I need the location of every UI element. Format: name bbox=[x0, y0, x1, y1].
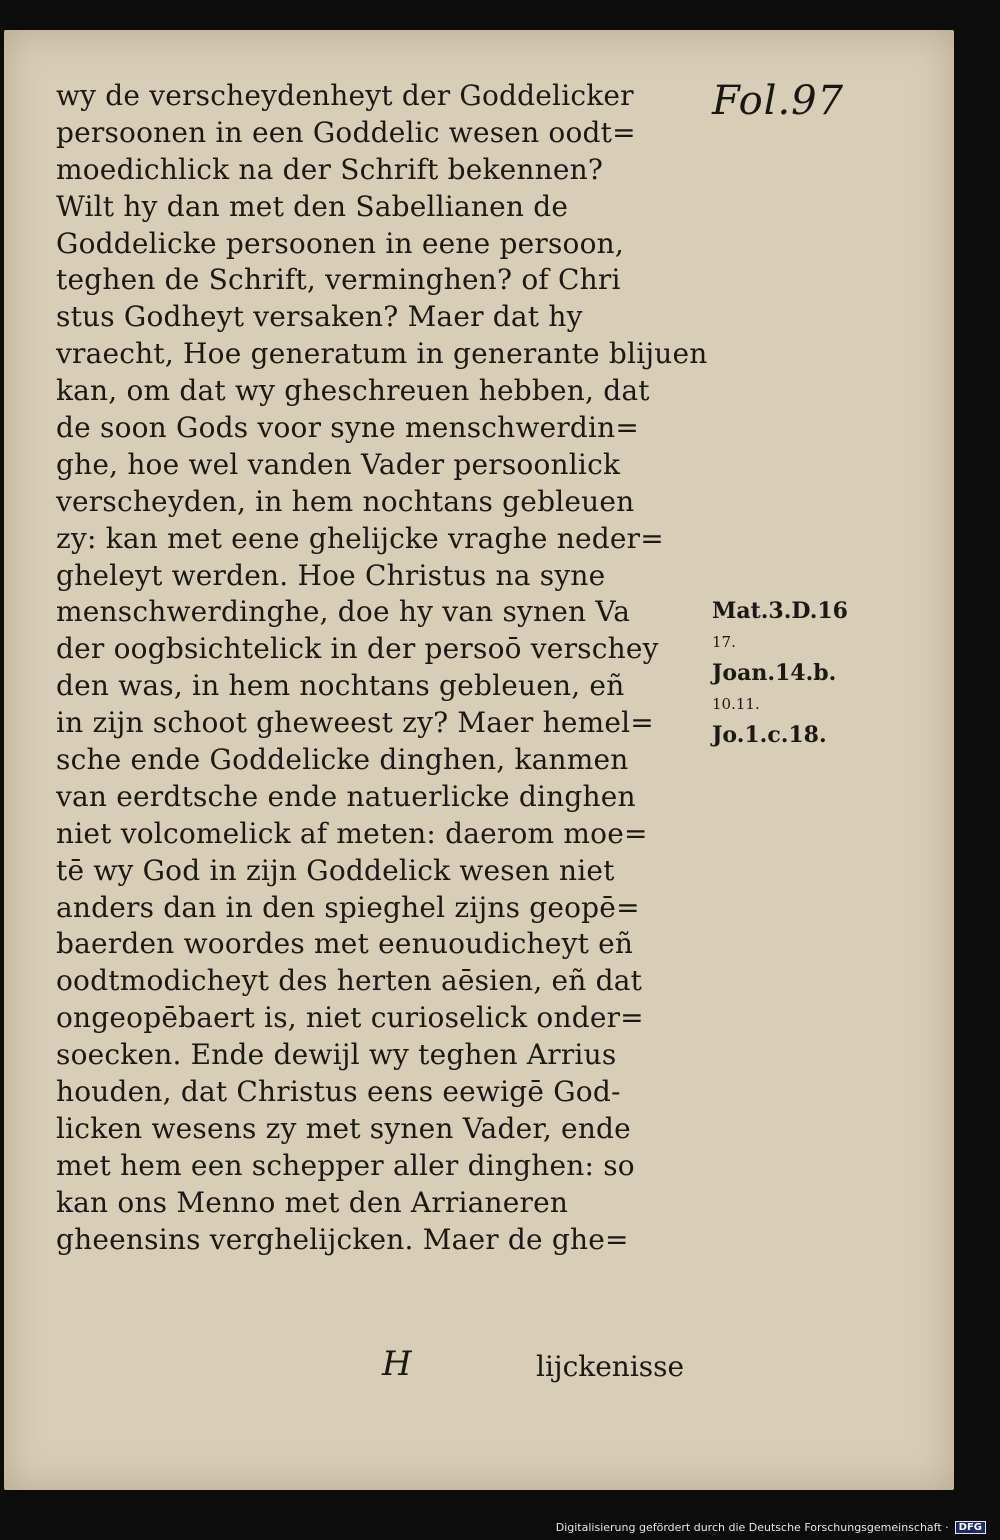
text-line: niet volcomelick af meten: daerom moe= bbox=[56, 816, 648, 850]
text-line: sche ende Goddelicke dinghen, kanmen bbox=[56, 743, 629, 777]
text-line: ghe, hoe wel vanden Vader persoonlick bbox=[56, 447, 621, 481]
folio-number: Fol.97 bbox=[712, 78, 845, 124]
margin-note: 17. bbox=[712, 633, 736, 651]
text-line: den was, in hem nochtans gebleuen, eñ bbox=[56, 669, 625, 703]
text-line: Wilt hy dan met den Sabellianen de bbox=[56, 189, 569, 223]
text-line: vraecht, Hoe generatum in generante blijuen bbox=[56, 337, 708, 371]
text-line: anders dan in den spieghel zijns geopē= bbox=[56, 890, 640, 924]
text-line: tē wy God in zijn Goddelick wesen niet bbox=[56, 853, 615, 887]
text-line: in zijn schoot gheweest zy? Maer hemel= bbox=[56, 706, 654, 740]
text-line: zy: kan met eene ghelijcke vraghe neder= bbox=[56, 521, 664, 555]
text-line: met hem een schepper aller dinghen: so bbox=[56, 1148, 635, 1182]
margin-note: Mat.3.D.16 bbox=[712, 598, 848, 624]
text-line: menschwerdinghe, doe hy van synen Va bbox=[56, 595, 631, 629]
margin-note: Jo.1.c.18. bbox=[712, 722, 827, 748]
text-line: moedichlick na der Schrift bekennen? bbox=[56, 152, 604, 186]
dfg-logo: DFG bbox=[955, 1521, 986, 1534]
text-line: gheleyt werden. Hoe Christus na syne bbox=[56, 558, 606, 592]
footer-credit bbox=[556, 1521, 986, 1534]
signature-mark: H bbox=[382, 1344, 412, 1384]
text-line: der oogbsichtelick in der persoō verschey bbox=[56, 632, 659, 666]
text-line: licken wesens zy met synen Vader, ende bbox=[56, 1111, 631, 1145]
footer-text: Digitalisierung gefördert durch die Deutsche Forschungsgemeinschaft · bbox=[555, 1521, 949, 1534]
margin-note: 10.11. bbox=[712, 695, 760, 713]
text-line: baerden woordes met eenuoudicheyt eñ bbox=[56, 927, 634, 961]
text-line: gheensins verghelijcken. Maer de ghe= bbox=[56, 1222, 629, 1256]
text-line: teghen de Schrift, verminghen? of Chri bbox=[56, 263, 621, 297]
text-line: Goddelicke persoonen in eene persoon, bbox=[56, 226, 625, 260]
text-line: ongeopēbaert is, niet curioselick onder= bbox=[56, 1001, 644, 1035]
catchword: lijckenisse bbox=[536, 1350, 685, 1383]
margin-notes bbox=[712, 596, 848, 751]
margin-note: Joan.14.b. bbox=[712, 660, 837, 686]
text-line: oodtmodicheyt des herten aēsien, eñ dat bbox=[56, 964, 643, 998]
text-line: stus Godheyt versaken? Maer dat hy bbox=[56, 300, 583, 334]
text-line: van eerdtsche ende natuerlicke dinghen bbox=[56, 779, 636, 813]
body-text bbox=[56, 78, 708, 1259]
text-line: wy de verscheydenheyt der Goddelicker bbox=[56, 79, 634, 112]
text-line: soecken. Ende dewijl wy teghen Arrius bbox=[56, 1038, 617, 1072]
text-line: houden, dat Christus eens eewigē God- bbox=[56, 1075, 621, 1109]
text-line: kan ons Menno met den Arrianeren bbox=[56, 1185, 569, 1219]
text-line: persoonen in een Goddelic wesen oodt= bbox=[56, 115, 636, 149]
text-line: verscheyden, in hem nochtans gebleuen bbox=[56, 484, 635, 518]
text-line: kan, om dat wy gheschreuen hebben, dat bbox=[56, 374, 650, 408]
text-line: de soon Gods voor syne menschwerdin= bbox=[56, 411, 640, 445]
